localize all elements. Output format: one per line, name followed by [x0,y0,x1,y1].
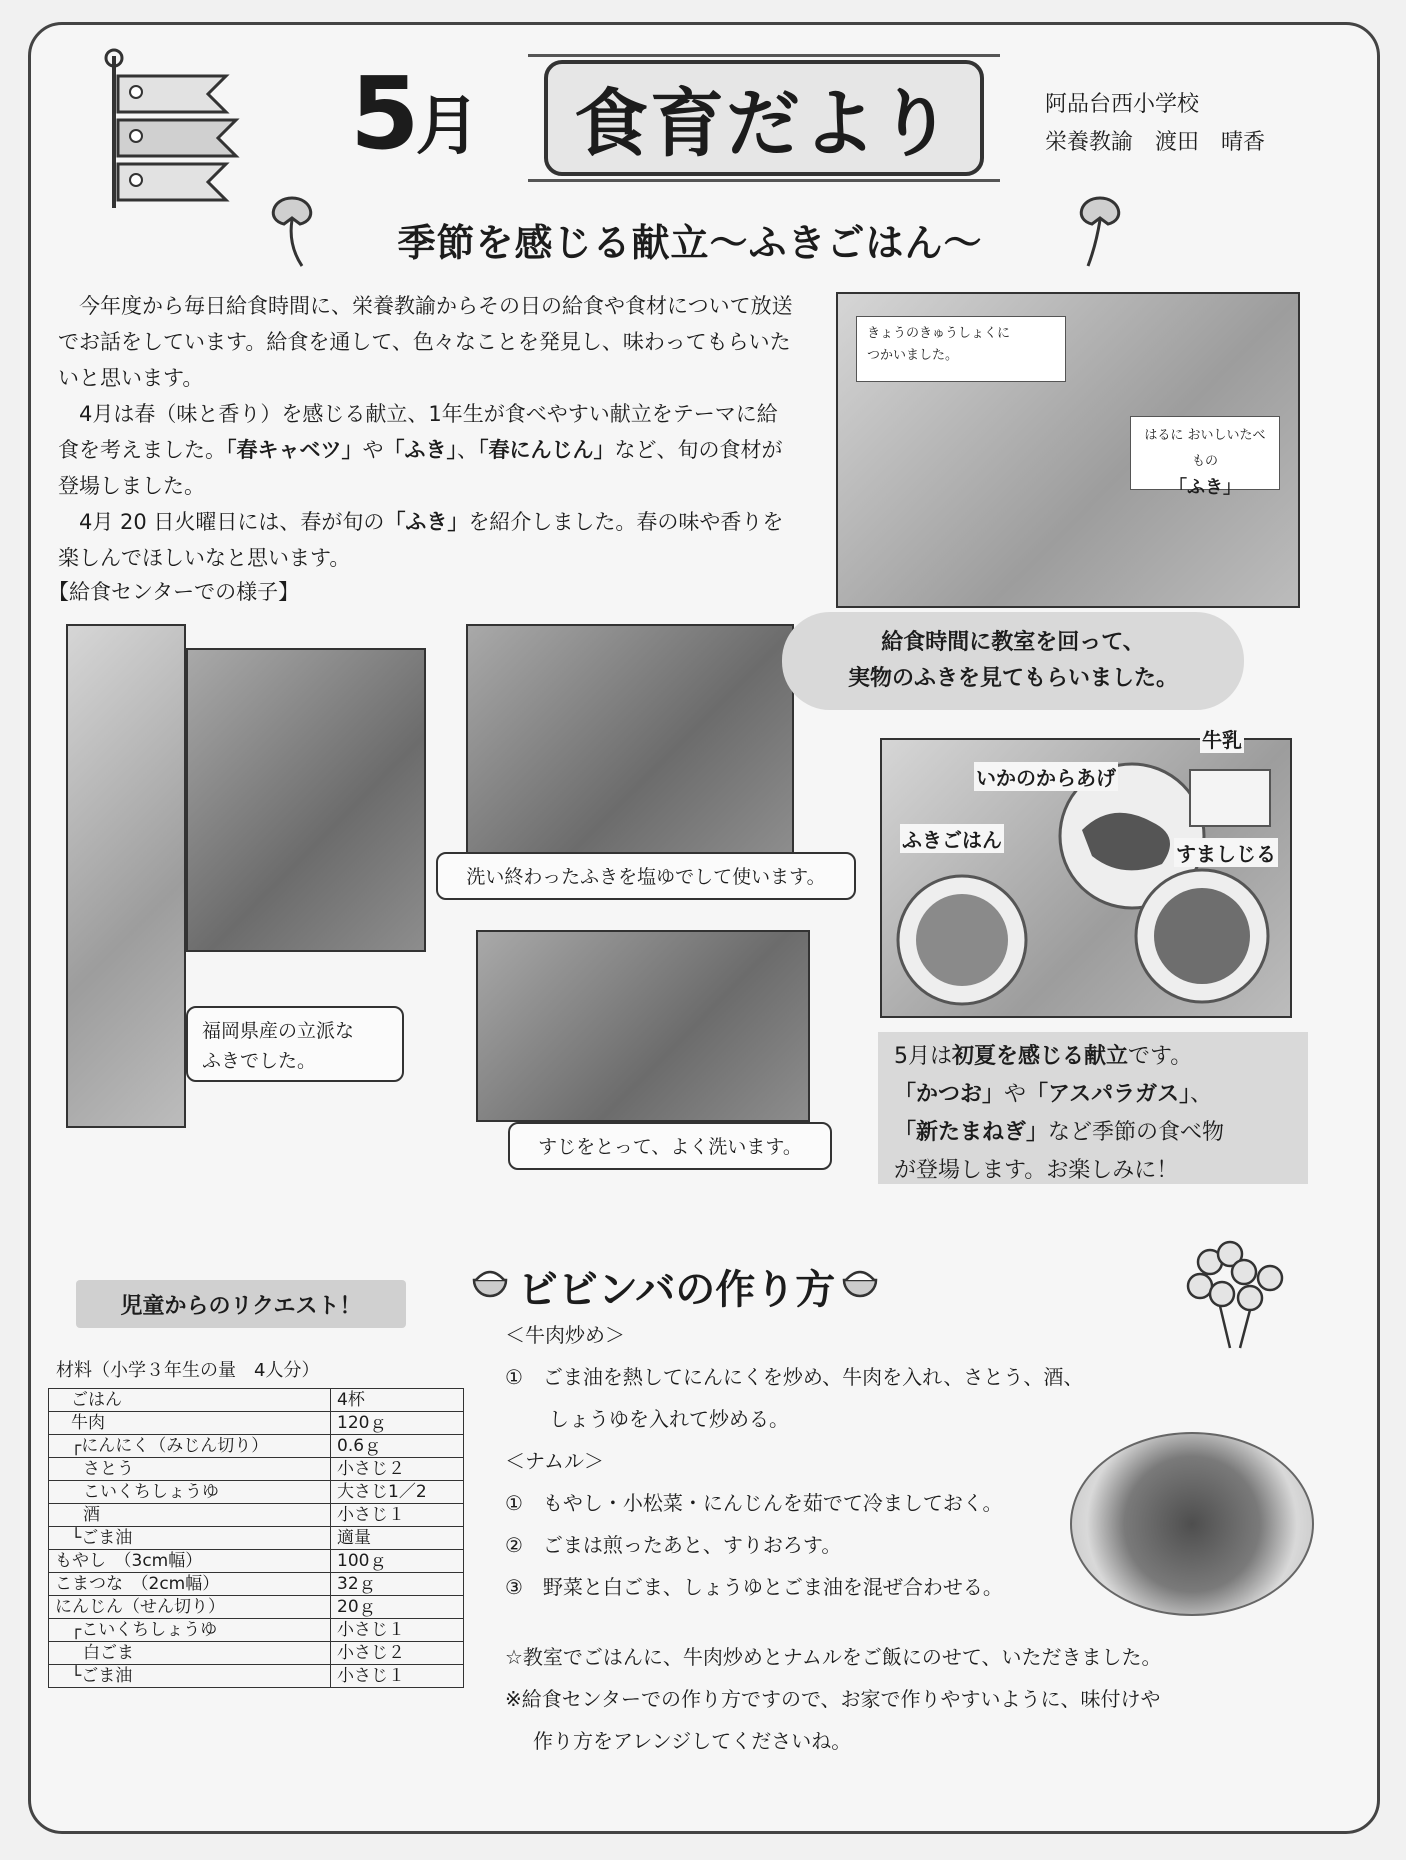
bibimbap-title: ビビンバの作り方 [518,1267,836,1313]
intro-paragraph-1: 今年度から毎日給食時間に、栄養教諭からその日の給食や食材について放送でお話をしています。給食を通して、色々なことを発見し、味わってもらいたいと思います。 [58,294,793,390]
bibimbap-photo [1070,1432,1314,1616]
material-qty: 20ｇ [331,1596,464,1619]
materials-row [49,1573,464,1596]
lunch-tray-photo [880,728,1292,1018]
material-name: └ごま油 [49,1665,331,1688]
fuki-leaf-icon-right [1070,190,1130,270]
materials-row [49,1550,464,1573]
material-name: 酒 [49,1504,331,1527]
materials-row [49,1458,464,1481]
note-2-cont: 作り方をアレンジしてくださいね。 [533,1729,852,1753]
material-qty: 小さじ１ [331,1665,464,1688]
material-qty: 小さじ１ [331,1504,464,1527]
boiled-fuki-photo [466,624,794,854]
menu-label-soup: すましじる [1174,838,1278,867]
materials-row [49,1665,464,1688]
note-1: ☆教室でごはんに、牛肉炒めとナムルをご飯にのせて、いただきました。 [505,1645,1162,1669]
material-name: こまつな （2cm幅） [49,1573,331,1596]
materials-row [49,1619,464,1642]
materials-row [49,1389,464,1412]
material-name: ┌にんにく（みじん切り） [49,1435,331,1458]
koinobori-icon [96,50,246,210]
menu-label-milk: 牛乳 [1200,724,1244,753]
material-name: ┌こいくちしょうゆ [49,1619,331,1642]
material-name: 白ごま [49,1642,331,1665]
material-name: こいくちしょうゆ [49,1481,331,1504]
namul-step-2: ② ごまは煎ったあと、すりおろす。 [505,1533,842,1557]
photo-board-2: はるに おいしいたべもの 「ふき」 [1130,416,1280,490]
menu-label-squid: いかのからあげ [974,762,1118,791]
beef-heading: ＜牛肉炒め＞ [505,1323,625,1347]
intro-text [58,288,798,576]
beef-step-1-cont: しょうゆを入れて炒める。 [549,1407,789,1431]
classroom-fuki-photo [836,292,1300,608]
rice-bowl-icon [470,1260,510,1300]
material-qty: 0.6ｇ [331,1435,464,1458]
materials-row [49,1412,464,1435]
namul-heading: ＜ナムル＞ [505,1449,604,1473]
may-menu-note: 5月は初夏を感じる献立です。 「かつお」や「アスパラガス」、 「新たまねぎ」など季節の食べ物 が登場します。お楽しみに！ [878,1032,1308,1184]
month-number: 5月 [350,55,476,172]
materials-row [49,1642,464,1665]
washing-fuki-photo [476,930,810,1122]
fukuoka-callout: 福岡県産の立派な ふきでした。 [186,1006,404,1082]
material-name: さとう [49,1458,331,1481]
school-info [1045,86,1265,162]
school-name: 阿品台西小学校 [1045,92,1200,117]
rice-bowl-icon-right [840,1260,880,1300]
material-qty: 小さじ２ [331,1642,464,1665]
materials-table [48,1388,464,1688]
materials-row [49,1481,464,1504]
note-2: ※給食センターでの作り方ですので、お家で作りやすいように、味付けや [505,1687,1161,1711]
menu-label-rice: ふきごはん [900,824,1004,853]
request-title: 児童からのリクエスト！ [76,1280,406,1328]
wash-callout: 洗い終わったふきを塩ゆでして使います。 [436,852,856,900]
namul-step-3: ③ 野菜と白ごま、しょうゆとごま油を混ぜ合わせる。 [505,1575,1003,1599]
material-qty: 適量 [331,1527,464,1550]
materials-caption: 材料（小学３年生の量 4人分） [56,1360,320,1381]
headline: 季節を感じる献立～ふきごはん～ [397,221,983,265]
classroom-cloud-note: 給食時間に教室を回って、 実物のふきを見てもらいました。 [782,612,1244,710]
bibimbap-notes [505,1636,1305,1762]
kitchen-workers-photo [186,648,426,952]
material-qty: 大さじ1／2 [331,1481,464,1504]
material-name: 牛肉 [49,1412,331,1435]
material-name: └ごま油 [49,1527,331,1550]
materials-row [49,1596,464,1619]
material-qty: 32ｇ [331,1573,464,1596]
teacher-name: 栄養教諭 渡田 晴香 [1045,130,1266,155]
material-name: もやし （3cm幅） [49,1550,331,1573]
center-section-label: 【給食センターでの様子】 [48,580,300,604]
fuki-bundle-photo [66,624,186,1128]
material-qty: 4杯 [331,1389,464,1412]
photo-board-1: きょうのきゅうしょくに つかいました。 [856,316,1066,382]
namul-step-1: ① もやし・小松菜・にんじんを茹でて冷ましておく。 [505,1491,1003,1515]
material-qty: 小さじ１ [331,1619,464,1642]
strings-callout: すじをとって、よく洗います。 [508,1122,832,1170]
beef-step-1: ① ごま油を熱してにんにくを炒め、牛肉を入れ、さとう、酒、 [505,1365,1084,1389]
materials-row [49,1527,464,1550]
intro-paragraph-3: 4月 20 日火曜日には、春が旬の「ふき」を紹介しました。春の味や香りを楽しんでほしいなと思います。 [58,510,784,570]
material-qty: 120ｇ [331,1412,464,1435]
material-qty: 小さじ２ [331,1458,464,1481]
material-name: ごはん [49,1389,331,1412]
fuki-leaf-icon [262,190,322,270]
material-qty: 100ｇ [331,1550,464,1573]
newsletter-title: 食育だより [544,60,984,176]
materials-row [49,1435,464,1458]
materials-row [49,1504,464,1527]
material-name: にんじん（せん切り） [49,1596,331,1619]
intro-paragraph-2: 4月は春（味と香り）を感じる献立、1年生が食べやすい献立をテーマに給食を考えました。「春キャベツ」や「ふき」、「春にんじん」など、旬の食材が登場しました。 [58,402,783,498]
